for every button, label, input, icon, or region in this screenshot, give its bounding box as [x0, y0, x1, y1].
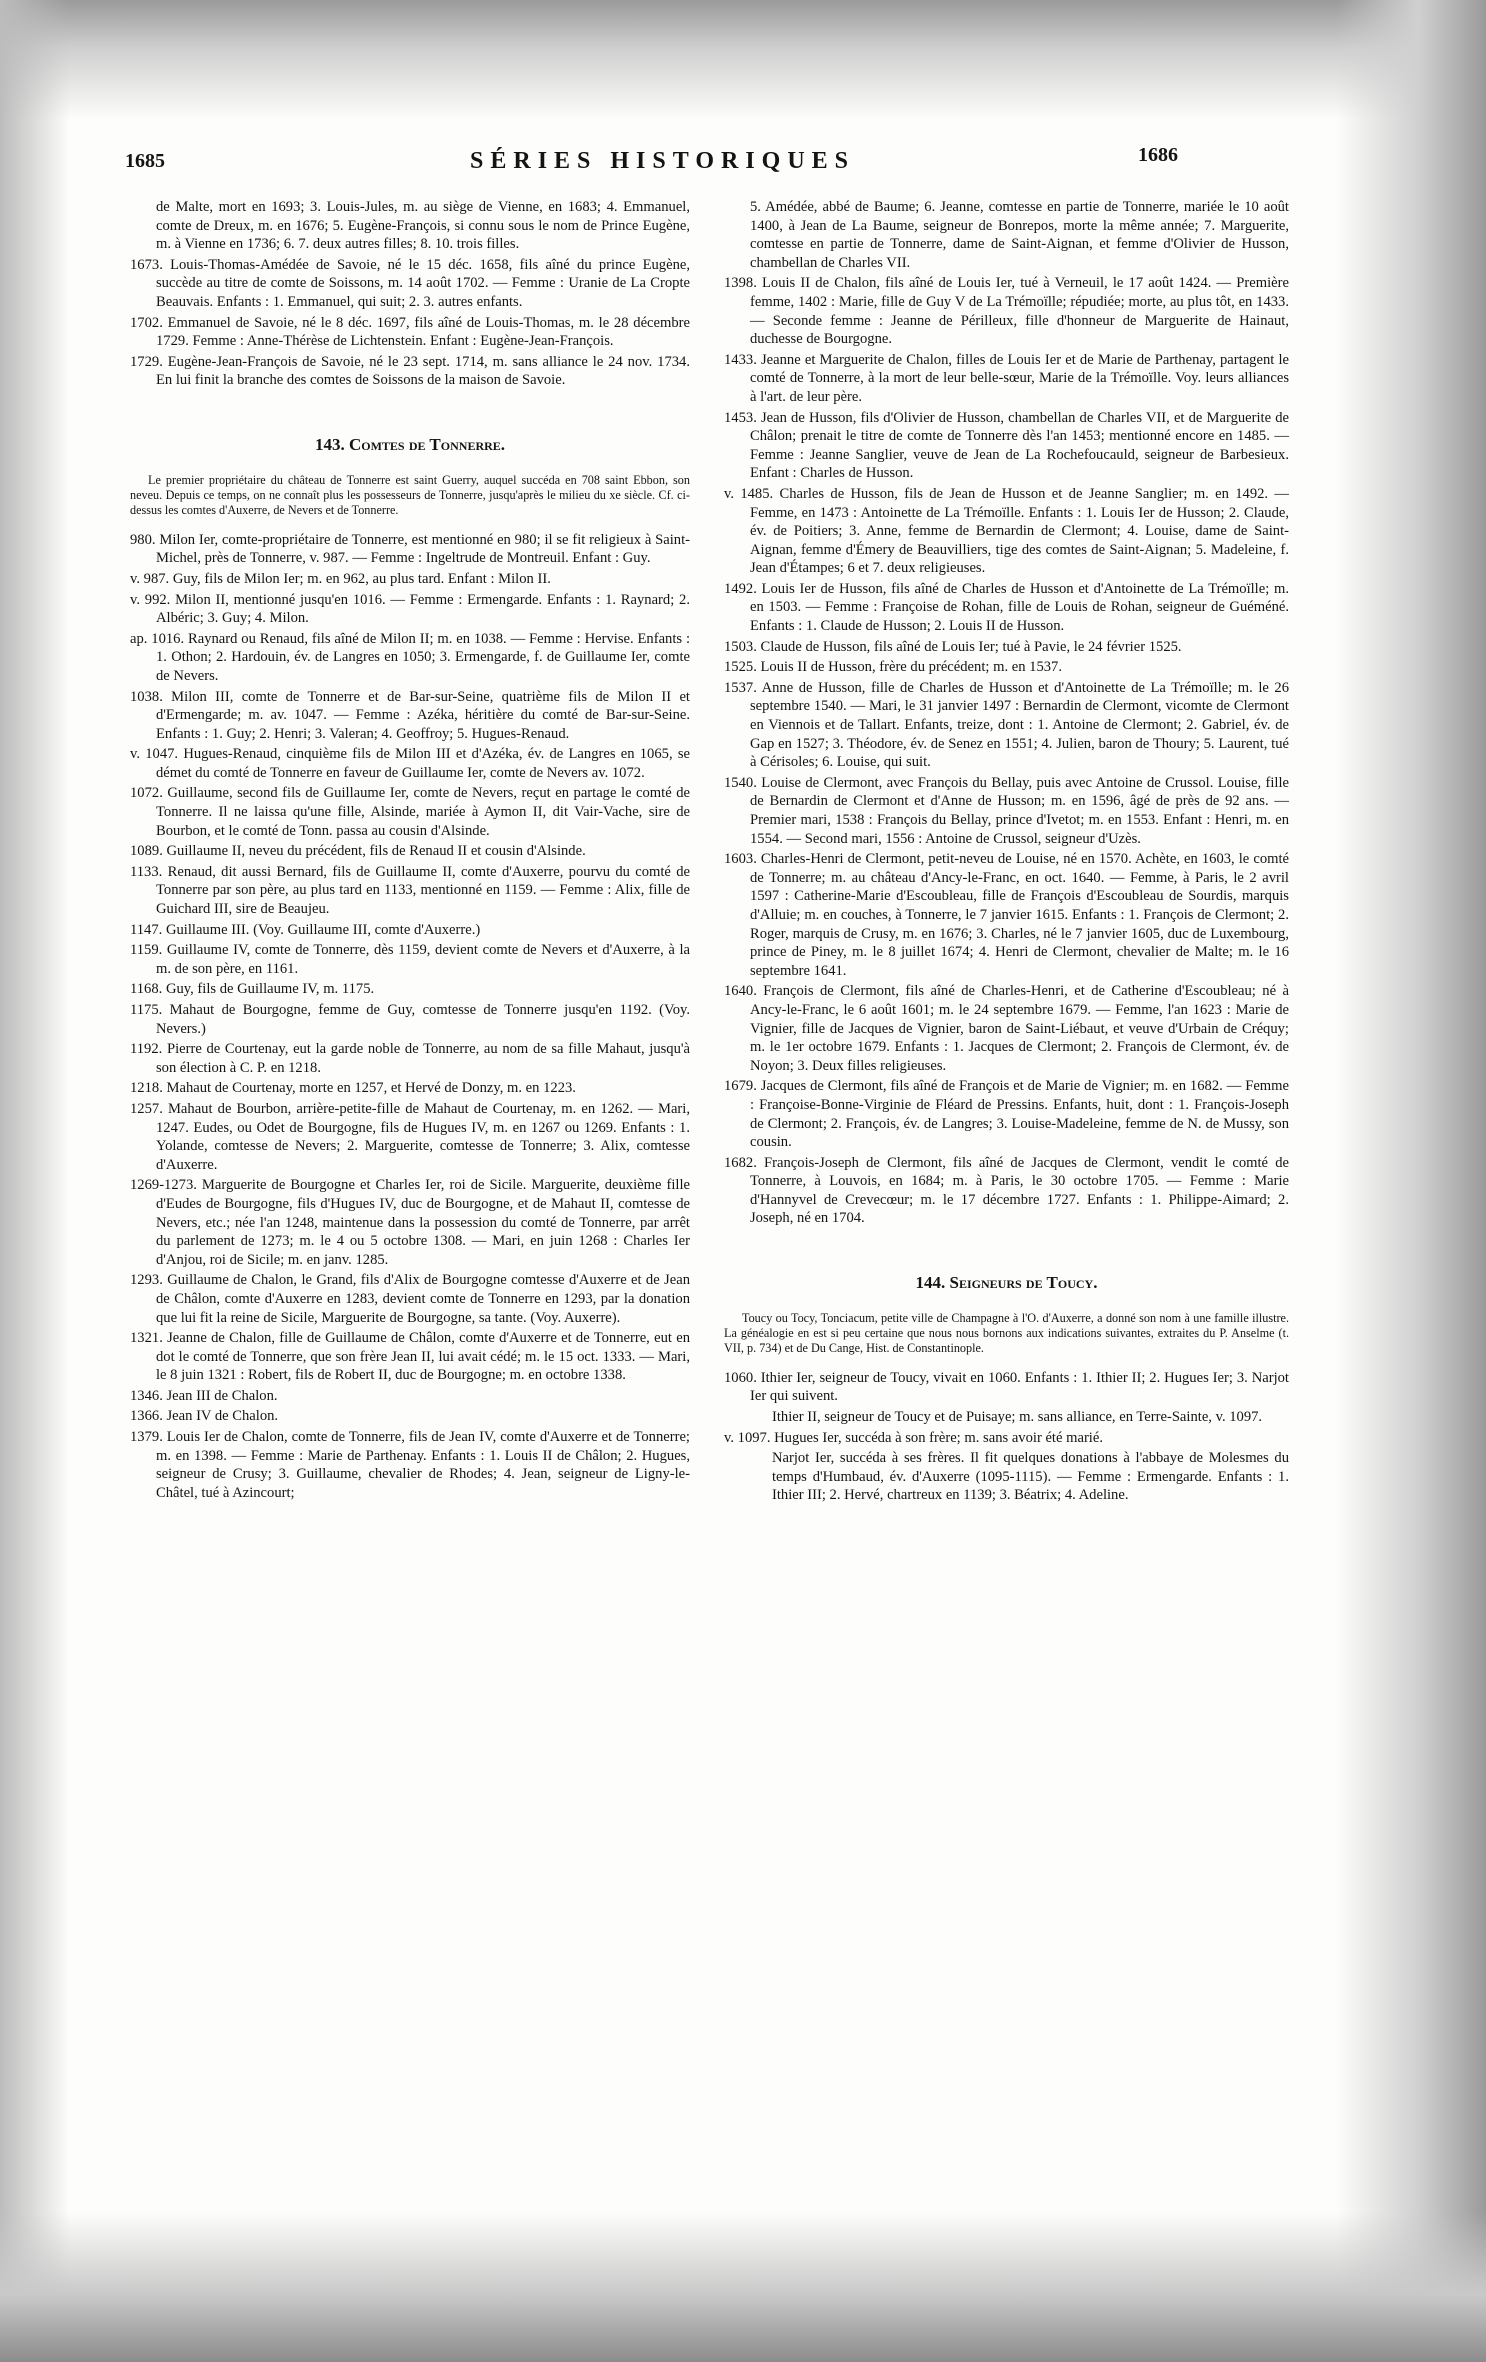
entry: 1433. Jeanne et Marguerite de Chalon, filles de Louis Ier et de Marie de Parthenay, partagent le comté de Tonnerre, à la mort de leur belle-sœur, Marie de la Trémoïlle. Voy. leurs alliances à l'art. de leur père. [724, 351, 1289, 405]
left-column [130, 198, 690, 1504]
entry: v. 1047. Hugues-Renaud, cinquième fils de Milon III et d'Azéka, év. de Langres en 1065, se démet du comté de Tonnerre en faveur de Guillaume Ier, comte de Nevers av. 1072. [130, 746, 690, 781]
entry: 1729. Eugène-Jean-François de Savoie, né le 23 sept. 1714, m. sans alliance le 24 nov. 1734. En lui finit la branche des comtes de Soissons de la maison de Savoie. [130, 353, 690, 389]
section-intro: Toucy ou Tocy, Tonciacum, petite ville de Champagne à l'O. d'Auxerre, a donné son nom à une famille illustre. La généalogie en est si peu certaine que nous nous bornons aux indications suivantes, extraites du P. Anselme (t. VII, p. 734) et de Du Cange, Hist. de Constantinople. [724, 1310, 1289, 1356]
right-column [724, 198, 1289, 1507]
entry: 1321. Jeanne de Chalon, fille de Guillaume de Châlon, comte d'Auxerre et de Tonnerre, eut en dot le comté de Tonnerre, que son frère Jean II, lui avait cédé; m. le 15 oct. 1333. — Mari, le 8 juin 1321 : Robert, fils de Robert II, duc de Bourgogne; m. en octobre 1338. [130, 1330, 690, 1384]
entry: 1192. Pierre de Courtenay, eut la garde noble de Tonnerre, au nom de sa fille Mahaut, jusqu'à son élection à C. P. en 1218. [130, 1041, 690, 1076]
entry: v. 1485. Charles de Husson, fils de Jean de Husson et de Jeanne Sanglier; m. en 1492. — Femme, en 1473 : Antoinette de La Trémoïlle. Enfants : 1. Louis Ier de Husson; 2. Claude, év. de Poitiers; 3. Anne, femme de Bernardin de Clermont; 4. Louise, dame de Saint-Aignan, femme d'Émery de Beauvilliers, tige des comtes de Saint-Aignan; 5. Madeleine, f. Jean d'Étampes; 6 et 7. deux religieuses. [724, 485, 1289, 577]
entry: 1525. Louis II de Husson, frère du précédent; m. en 1537. [724, 659, 1063, 676]
entry: v. 1097. Hugues Ier, succéda à son frère; m. sans avoir été marié. [724, 1429, 1103, 1446]
entry: 1702. Emmanuel de Savoie, né le 8 déc. 1697, fils aîné de Louis-Thomas, m. le 28 décembre 1729. Femme : Anne-Thérèse de Lichtenstein. Enfant : Eugène-Jean-François. [130, 314, 690, 350]
entry: de Malte, mort en 1693; 3. Louis-Jules, m. au siège de Vienne, en 1683; 4. Emmanuel, comte de Dreux, m. en 1676; 5. Eugène-François, si connu sous le nom de Prince Eugène, m. à Vienne en 1736; 6. 7. deux autres filles; 8. 10. trois filles. [156, 199, 690, 253]
entry: 1346. Jean III de Chalon. [130, 1387, 278, 1404]
entry: 1603. Charles-Henri de Clermont, petit-neveu de Louise, né en 1570. Achète, en 1603, le comté de Tonnerre; m. au château d'Ancy-le-Franc, en oct. 1640. — Femme, à Paris, le 2 avril 1597 : Catherine-Marie d'Escoubleau, fille de François d'Escoubleau de Sourdis, marquis d'Alluie; m. en couches, à Tonnerre, le 7 janvier 1615. Enfants : 1. François de Clermont; 2. Roger, marquis de Crusy, m. en 1676; 3. Charles, né le 7 janvier 1605, duc de Luxembourg, prince de Piney, m. le 8 juillet 1674; 4. Henri de Clermont, chevalier de Malte; m. le 16 septembre 1641. [724, 851, 1289, 979]
entry: 1366. Jean IV de Chalon. [130, 1408, 279, 1425]
entry: 1159. Guillaume IV, comte de Tonnerre, dès 1159, devient comte de Nevers et d'Auxerre, à la m. de son père, en 1161. [130, 942, 690, 977]
scan-border-top [0, 0, 1486, 120]
sub-entry: Narjot Ier, succéda à ses frères. Il fit quelques donations à l'abbaye de Molesmes du temps d'Humbaud, év. d'Auxerre (1095-1115). — Femme : Ermengarde. Enfants : 1. Ithier III; 2. Hervé, chartreux en 1139; 3. Béatrix; 4. Adeline. [772, 1450, 1289, 1504]
entry: 1072. Guillaume, second fils de Guillaume Ier, comte de Nevers, reçut en partage le comté de Tonnerre. Il ne laissa qu'une fille, Alsinde, mariée à Aymon II, dit Vair-Vache, sire de Bourbon, et le comté de Tonn. passa au cousin d'Alsinde. [130, 785, 690, 839]
sub-entry: Ithier II, seigneur de Toucy et de Puisaye; m. sans alliance, en Terre-Sainte, v. 1097. [772, 1409, 1263, 1426]
entry: ap. 1016. Raynard ou Renaud, fils aîné de Milon II; m. en 1038. — Femme : Hervise. Enfants : 1. Othon; 2. Hardouin, év. de Langres en 1050; 3. Ermengarde, f. de Guillaume Ier, comte de Nevers. [130, 630, 690, 684]
entry: 1379. Louis Ier de Chalon, comte de Tonnerre, fils de Jean IV, comte d'Auxerre et de Tonnerre; m. en 1398. — Femme : Marie de Parthenay. Enfants : 1. Louis II de Châlon; 2. Hugues, seigneur de Crusy; 3. Guillaume, chevalier de Rhodes; 4. Jean, seigneur de Ligny-le-Châtel, tué à Azincourt; [130, 1429, 690, 1501]
entry: v. 992. Milon II, mentionné jusqu'en 1016. — Femme : Ermengarde. Enfants : 1. Raynard; 2. Albéric; 3. Guy; 4. Milon. [130, 591, 690, 627]
entry: 1133. Renaud, dit aussi Bernard, fils de Guillaume II, comte d'Auxerre, pourvu du comté de Tonnerre par son père, au plus tard en 1133, mentionné en 1159. — Femme : Alix, fille de Guichard III, sire de Beaujeu. [130, 863, 690, 918]
entry: 1168. Guy, fils de Guillaume IV, m. 1175. [130, 981, 375, 998]
scan-border-left [0, 0, 70, 2362]
entry: 5. Amédée, abbé de Baume; 6. Jeanne, comtesse en partie de Tonnerre, mariée le 10 août 1400, à Jean de La Baume, seigneur de Bonrepos, morte la même année; 7. Marguerite, comtesse en partie de Tonnerre, dame de Saint-Aignan, et femme d'Olivier de Husson, chambellan de Charles VII. [750, 199, 1289, 271]
entry: 1398. Louis II de Chalon, fils aîné de Louis Ier, tué à Verneuil, le 17 août 1424. — Première femme, 1402 : Marie, fille de Guy V de La Trémoïlle; répudiée; morte, au plus tôt, en 1433. — Seconde femme : Jeanne de Périlleux, fille d'honneur de Marguerite de Hainaut, duchesse de Bourgogne. [724, 275, 1289, 348]
entry: 1537. Anne de Husson, fille de Charles de Husson et d'Antoinette de La Trémoïlle; m. le 26 septembre 1540. — Mari, le 31 janvier 1497 : Bernardin de Clermont, vicomte de Clermont en Viennois et de Tallart. Enfants, treize, dont : 1. Antoine de Clermont; 2. Gabriel, év. de Gap en 1527; 3. Théodore, év. de Senez en 1551; 4. Julien, baron de Thoury; 5. Laurent, tué à Cérisoles; 6. Louise, qui suit. [724, 679, 1289, 771]
entry: 1492. Louis Ier de Husson, fils aîné de Charles de Husson et d'Antoinette de La Trémoïlle; m. en 1503. — Femme : Françoise de Rohan, fille de Louis de Rohan, seigneur de Guéméné. Enfants : 1. Claude de Husson; 2. Louis II de Husson. [724, 580, 1289, 635]
entry: 1269-1273. Marguerite de Bourgogne et Charles Ier, roi de Sicile. Marguerite, deuxième fille d'Eudes de Bourgogne, fils d'Hugues IV, duc de Bourgogne, et de Mahaut II, comtesse de Nevers, etc.; née l'an 1248, maintenue dans la possession du comté de Tonnerre, par arrêt du parlement de 1273; m. le 4 ou 5 octobre 1308. — Mari, en juin 1268 : Charles Ier d'Anjou, roi de Sicile; m. en janv. 1285. [130, 1177, 690, 1268]
entry: 1293. Guillaume de Chalon, le Grand, fils d'Alix de Bourgogne comtesse d'Auxerre et de Jean de Châlon, comte d'Auxerre en 1283, devient comte de Tonnerre en 1293, par la donation que lui fit la reine de Sicile, Marguerite de Bourgogne, sa tante. (Voy. Auxerre). [130, 1272, 690, 1326]
entry: 1540. Louise de Clermont, avec François du Bellay, puis avec Antoine de Crussol. Louise, fille de Bernardin de Clermont et d'Anne de Husson; m. en 1596, âgé de près de 92 ans. — Premier mari, 1538 : François du Bellay, prince d'Ivetot; m. en 1553. Enfant : Henri, m. en 1554. — Second mari, 1556 : Antoine de Crussol, seigneur d'Uzès. [724, 774, 1289, 847]
section-title-tonnerre: 143. Comtes de Tonnerre. [314, 434, 506, 454]
entry: 1147. Guillaume III. (Voy. Guillaume III, comte d'Auxerre.) [130, 921, 481, 938]
entry: 980. Milon Ier, comte-propriétaire de Tonnerre, est mentionné en 980; il se fit religieux à Saint-Michel, près de Tonnerre, v. 987. — Femme : Ingeltrude de Montreuil. Enfant : Guy. [130, 531, 690, 567]
entry: 1218. Mahaut de Courtenay, morte en 1257, et Hervé de Donzy, m. en 1223. [130, 1080, 576, 1097]
entry: 1089. Guillaume II, neveu du précédent, fils de Renaud II et cousin d'Alsinde. [130, 843, 586, 860]
page-number-left: 1685 [125, 150, 165, 172]
entry: 1679. Jacques de Clermont, fils aîné de François et de Marie de Vignier; m. en 1682. — Femme : Françoise-Bonne-Virginie de Fléard de Pressins. Enfants, huit, dont : 1. François-Joseph de Clermont; 2. François, év. de Langres; 3. Louise-Madeleine, femme de N. de Mussy, son cousin. [724, 1078, 1289, 1151]
page-number-right: 1686 [1138, 144, 1178, 166]
section-title-toucy: 144. Seigneurs de Toucy. [915, 1273, 1098, 1293]
running-title: SÉRIES HISTORIQUES [470, 148, 856, 174]
scan-border-right [1336, 0, 1486, 2362]
entry: 1060. Ithier Ier, seigneur de Toucy, vivait en 1060. Enfants : 1. Ithier II; 2. Hugues Ier; 3. Narjot Ier qui suivent. [724, 1369, 1289, 1405]
entry: 1175. Mahaut de Bourgogne, femme de Guy, comtesse de Tonnerre jusqu'en 1192. (Voy. Nevers.) [130, 1002, 690, 1037]
page-header [0, 140, 1486, 180]
entry: v. 987. Guy, fils de Milon Ier; m. en 962, au plus tard. Enfant : Milon II. [130, 570, 551, 587]
entry: 1673. Louis-Thomas-Amédée de Savoie, né le 15 déc. 1658, fils aîné du prince Eugène, succède au titre de comte de Soissons, m. 14 août 1702. — Femme : Uranie de La Cropte Beauvais. Enfants : 1. Emmanuel, qui suit; 2. 3. autres enfants. [130, 256, 690, 310]
entry: 1682. François-Joseph de Clermont, fils aîné de Jacques de Clermont, vendit le comté de Tonnerre, à Louvois, en 1684; m. à Paris, le 30 octobre 1705. — Femme : Marie d'Hannyvel de Crevecœur; m. le 17 décembre 1727. Enfants : 1. Philippe-Aimard; 2. Joseph, né en 1704. [724, 1154, 1289, 1227]
entry: 1640. François de Clermont, fils aîné de Charles-Henri, et de Catherine d'Escoubleau; né à Ancy-le-Franc, le 6 août 1601; m. le 24 septembre 1679. — Femme, l'an 1623 : Marie de Vignier, fille de Jacques de Vignier, baron de Saint-Liébaut, et veuve d'Urbain de Créquy; m. le 1er octobre 1679. Enfants : 1. Jacques de Clermont; 2. François de Clermont, év. de Noyon; 3. Deux filles religieuses. [724, 983, 1289, 1074]
entry: 1257. Mahaut de Bourbon, arrière-petite-fille de Mahaut de Courtenay, m. en 1262. — Mari, 1247. Eudes, ou Odet de Bourgogne, fils de Hugues IV, m. en 1267 ou 1269. Enfants : 1. Yolande, comtesse de Nevers; 2. Marguerite, comtesse de Tonnerre; 3. Alix, comtesse d'Auxerre. [130, 1100, 690, 1173]
entry: 1038. Milon III, comte de Tonnerre et de Bar-sur-Seine, quatrième fils de Milon II et d'Ermengarde; m. av. 1047. — Femme : Azéka, héritière du comté de Bar-sur-Seine. Enfants : 1. Guy; 2. Henri; 3. Valeran; 4. Geoffroy; 5. Hugues-Renaud. [130, 688, 690, 742]
entry: 1503. Claude de Husson, fils aîné de Louis Ier; tué à Pavie, le 24 février 1525. [724, 638, 1182, 655]
scan-border-bottom [0, 2212, 1486, 2362]
entry: 1453. Jean de Husson, fils d'Olivier de Husson, chambellan de Charles VII, et de Marguerite de Châlon; prenait le titre de comte de Tonnerre dès l'an 1453; mentionné encore en 1485. — Femme : Jeanne Sanglier, veuve de Jean de La Rochefoucauld, seigneur de Barbesieux. Enfant : Charles de Husson. [724, 409, 1289, 482]
section-intro: Le premier propriétaire du château de Tonnerre est saint Guerry, auquel succéda en 708 saint Ebbon, son neveu. Depuis ce temps, on ne connaît plus les possesseurs de Tonnerre, jusqu'après le milieu du xe siècle. Cf. ci-dessus les comtes d'Auxerre, de Nevers et de Tonnerre. [130, 472, 690, 518]
